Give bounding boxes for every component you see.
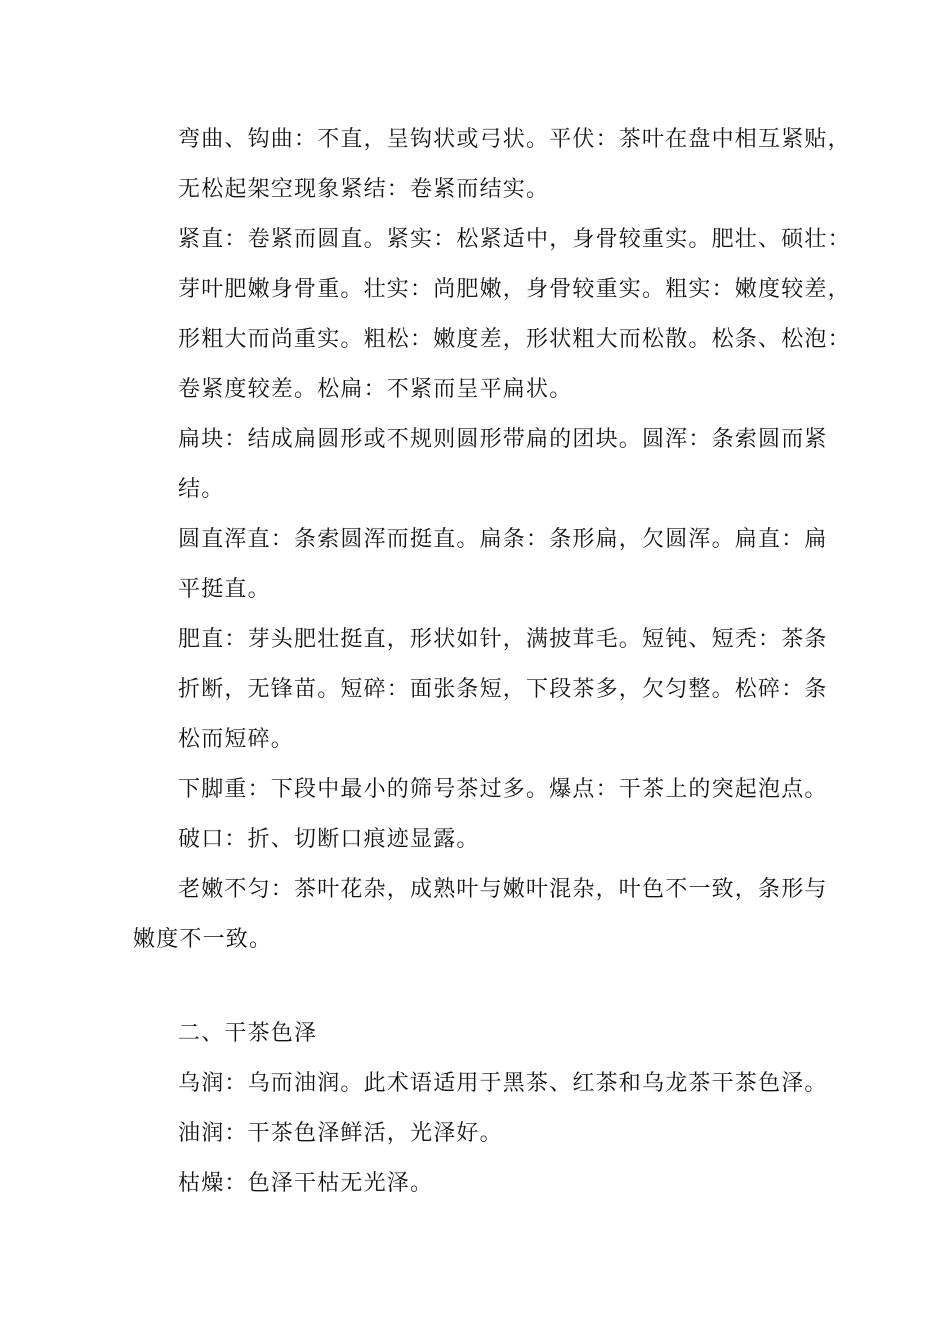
text-line: 芽叶肥嫩身骨重。壮实：尚肥嫩，身骨较重实。粗实：嫩度较差， (178, 277, 851, 302)
text-line: 破口：折、切断口痕迹显露。 (178, 827, 480, 852)
text-line: 弯曲、钩曲：不直，呈钩状或弓状。平伏：茶叶在盘中相互紧贴， (178, 127, 851, 152)
text-line: 肥直：芽头肥壮挺直，形状如针，满披茸毛。短钝、短秃：茶条 (178, 627, 828, 652)
text-line: 乌润：乌而油润。此术语适用于黑茶、红茶和乌龙茶干茶色泽。 (178, 1071, 828, 1096)
text-line: 卷紧度较差。松扁：不紧而呈平扁状。 (178, 377, 573, 402)
text-line: 结。 (178, 477, 225, 502)
text-line: 扁块：结成扁圆形或不规则圆形带扁的团块。圆浑：条索圆而紧 (178, 427, 828, 452)
text-line: 形粗大而尚重实。粗松：嫩度差，形状粗大而松散。松条、松泡： (178, 327, 851, 352)
text-line: 松而短碎。 (178, 727, 295, 752)
text-line: 无松起架空现象紧结：卷紧而结实。 (178, 177, 550, 202)
section-heading: 二、干茶色泽 (178, 1021, 318, 1046)
text-line: 嫩度不一致。 (133, 927, 273, 952)
text-line: 圆直浑直：条索圆浑而挺直。扁条：条形扁，欠圆浑。扁直：扁 (178, 527, 828, 552)
text-line: 枯燥：色泽干枯无光泽。 (178, 1171, 434, 1196)
text-line: 下脚重：下段中最小的筛号茶过多。爆点：干茶上的突起泡点。 (178, 777, 828, 802)
text-line: 折断，无锋苗。短碎：面张条短，下段茶多，欠匀整。松碎：条 (178, 677, 828, 702)
text-line: 紧直：卷紧而圆直。紧实：松紧适中，身骨较重实。肥壮、硕壮： (178, 227, 851, 252)
text-line: 老嫩不匀：茶叶花杂，成熟叶与嫩叶混杂，叶色不一致，条形与 (178, 877, 828, 902)
text-line: 平挺直。 (178, 577, 271, 602)
text-line: 油润：干茶色泽鲜活，光泽好。 (178, 1121, 503, 1146)
